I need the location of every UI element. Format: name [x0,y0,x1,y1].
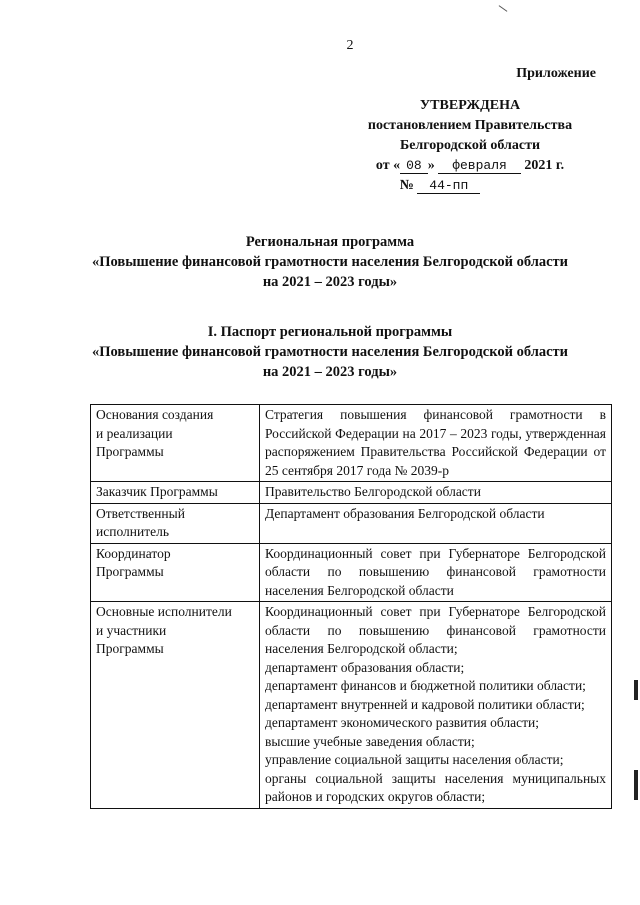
list-item: Координационный совет при Губернаторе Белгородской области по повышению финансовой грамотности населения Белгородской области; [265,604,606,656]
program-title [80,232,580,292]
program-title-line: «Повышение финансовой грамотности населения Белгородской области [91,254,569,270]
row-label: Заказчик Программы [91,482,260,504]
approval-number [280,176,600,196]
date-day: 08 [400,158,428,174]
list-item: департамент внутренней и кадровой политики области; [265,696,585,712]
table-row [91,543,612,602]
section-title [80,322,580,382]
date-mid: » [427,158,435,173]
list-item: органы социальной защиты населения муниципальных районов и городских округов области; [265,770,606,804]
table-row [91,602,612,809]
appendix-label: Приложение [516,66,596,81]
approved-by-line: постановлением Правительства [367,118,573,133]
list-item: департамент образования области; [265,659,465,675]
approval-date [340,156,600,176]
row-label: Основные исполнители и участники Программы [91,602,260,809]
date-year: 2021 г. [524,158,565,173]
scan-edge-mark [634,770,638,800]
approval-stamp [340,64,600,196]
table-row [91,482,612,504]
row-value: Департамент образования Белгородской области [260,503,612,543]
date-prefix: от « [375,158,401,173]
row-value: Координационный совет при Губернаторе Белгородской области по повышению финансовой грамотности населения Белгородской области [260,543,612,602]
row-label: Координатор Программы [91,543,260,602]
list-item: департамент экономического развития области; [265,715,539,730]
list-item: департамент финансов и бюджетной политики области; [265,678,586,693]
table-row [91,503,612,543]
section-title-line: I. Паспорт региональной программы [207,324,453,340]
scan-mark [499,5,508,12]
table-row [91,405,612,482]
number-value: 44-пп [417,178,480,194]
passport-table [90,404,612,809]
program-title-line: на 2021 – 2023 годы» [262,274,398,290]
section-title-line: на 2021 – 2023 годы» [262,364,398,380]
page-number: 2 [346,38,354,53]
list-item: управление социальной защиты населения области; [265,752,564,767]
row-value: Стратегия повышения финансовой грамотности в Российской Федерации на 2017 – 2023 годы, утвержденная распоряжением Правительства Российской Федерации от 25 сентября 2017 года № 2039-р [260,405,612,482]
number-prefix: № [399,178,414,193]
approved-region: Белгородской области [399,138,541,153]
scan-edge-mark [634,680,638,700]
row-value: Правительство Белгородской области [260,482,612,504]
approved-label: УТВЕРЖДЕНА [419,98,521,113]
date-month: февраля [438,158,521,174]
row-value [260,602,612,809]
row-label: Ответственный исполнитель [91,503,260,543]
section-title-line: «Повышение финансовой грамотности населения Белгородской области [91,344,569,360]
list-item: высшие учебные заведения области; [265,733,475,749]
row-label: Основания создания и реализации Программы [91,405,260,482]
program-title-line: Региональная программа [245,234,415,250]
